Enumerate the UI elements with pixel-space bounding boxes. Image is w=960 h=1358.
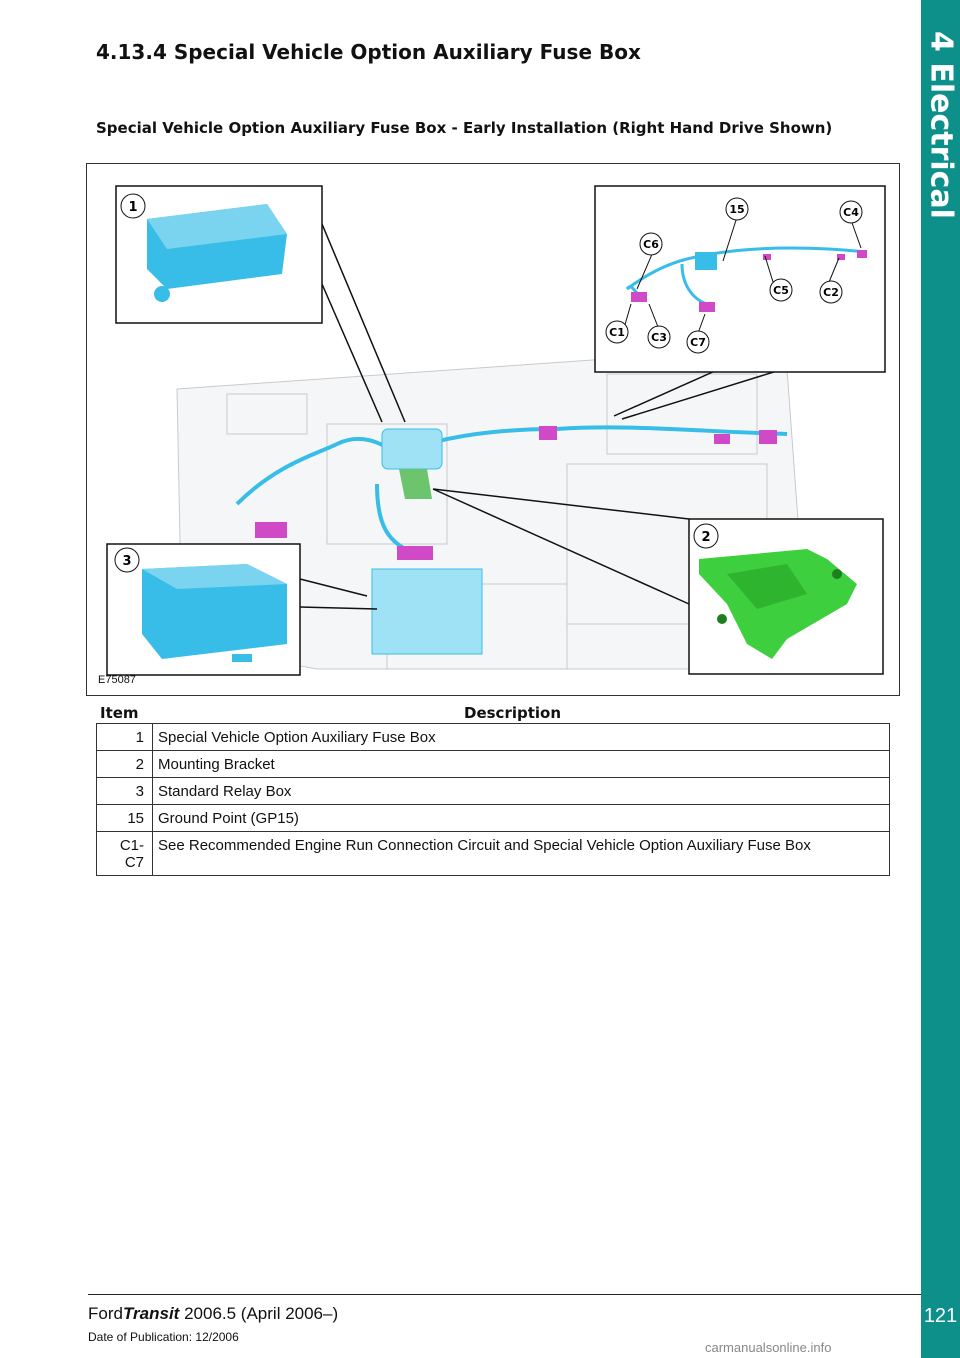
- gp15-block: [695, 252, 717, 270]
- watermark: carmanualsonline.info: [705, 1340, 832, 1355]
- footer-edition: 2006.5 (April 2006–): [184, 1304, 339, 1323]
- section-title: 4.13.4 Special Vehicle Option Auxiliary Fuse Box: [96, 40, 641, 64]
- item-cell: 3: [97, 778, 153, 805]
- description-cell: Special Vehicle Option Auxiliary Fuse Box: [153, 724, 890, 751]
- item-cell: 1: [97, 724, 153, 751]
- footer-brand: Ford: [88, 1304, 123, 1323]
- table-row: [97, 724, 890, 751]
- description-cell: Standard Relay Box: [153, 778, 890, 805]
- label-c4: C4: [843, 206, 859, 219]
- chapter-title: 4 Electrical: [923, 31, 958, 219]
- figure-illustration: [86, 163, 900, 696]
- item-cell: 2: [97, 751, 153, 778]
- label-15: 15: [729, 203, 745, 216]
- label-c7: C7: [690, 336, 706, 349]
- fuse-box-illustration: [87, 164, 900, 696]
- page-number: 121: [923, 1305, 958, 1327]
- description-cell: Ground Point (GP15): [153, 805, 890, 832]
- label-c2: C2: [823, 286, 839, 299]
- figure-caption: Special Vehicle Option Auxiliary Fuse Box - Early Installation (Right Hand Drive Shown): [96, 119, 833, 137]
- callout-2: 2: [701, 530, 711, 545]
- label-c1: C1: [609, 326, 625, 339]
- publication-date: Date of Publication: 12/2006: [88, 1330, 239, 1344]
- table-row: [97, 751, 890, 778]
- description-cell: See Recommended Engine Run Connection Circuit and Special Vehicle Option Auxiliary Fuse Box: [153, 832, 890, 876]
- footer-model-name: Transit: [122, 1304, 180, 1323]
- figure-id: E75087: [98, 674, 136, 686]
- description-cell: Mounting Bracket: [153, 751, 890, 778]
- item-cell: C1-C7: [97, 832, 153, 876]
- label-c6: C6: [643, 238, 659, 251]
- table-row: [97, 832, 890, 876]
- table-row: [97, 805, 890, 832]
- table-row: [97, 778, 890, 805]
- callout-3: 3: [122, 554, 132, 569]
- relay-box-installed: [372, 569, 482, 654]
- label-c5: C5: [773, 284, 789, 297]
- table-header-item: Item: [100, 704, 139, 722]
- items-table: [96, 723, 890, 876]
- item-cell: 15: [97, 805, 153, 832]
- label-c3: C3: [651, 331, 667, 344]
- callout-1: 1: [128, 200, 138, 215]
- footer-divider: [88, 1294, 921, 1295]
- footer-model: [88, 1304, 338, 1324]
- table-header-description: Description: [464, 704, 562, 722]
